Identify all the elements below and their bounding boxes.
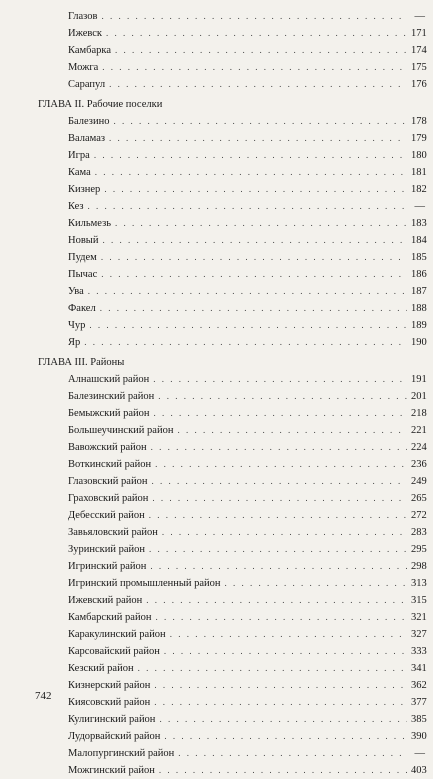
toc-entry-page: 265 (411, 493, 427, 504)
dot-leader (158, 388, 407, 405)
toc-entry-title: Балезино (68, 116, 110, 127)
chapter-heading-text: ГЛАВА III. Районы (38, 357, 125, 368)
toc-entry (0, 215, 425, 232)
toc-entry (0, 249, 425, 266)
dot-leader (94, 147, 407, 164)
page-number: 742 (35, 690, 52, 702)
toc-entry-page: 236 (411, 459, 427, 470)
toc-entry (0, 524, 425, 541)
dot-leader (162, 524, 407, 541)
toc-entry-page: 182 (411, 184, 427, 195)
toc-entry-title: Алнашский район (68, 374, 150, 385)
toc-entry (0, 283, 425, 300)
toc-entry-page: 272 (411, 510, 427, 521)
toc-entry-page: 249 (411, 476, 427, 487)
toc-entry-title: Пычас (68, 269, 98, 280)
toc-entry-page: 171 (411, 28, 427, 39)
toc-entry (0, 677, 425, 694)
toc-entry-title: Пудем (68, 252, 97, 263)
dot-leader (164, 728, 407, 745)
toc-entry-page: 201 (411, 391, 427, 402)
dot-leader (115, 42, 407, 59)
toc-entry-page: 295 (411, 544, 427, 555)
toc-entry-title: Игра (68, 150, 90, 161)
toc-entry-title: Бемыжский район (68, 408, 150, 419)
dot-leader (95, 164, 407, 181)
dot-leader (138, 660, 407, 677)
toc-entry-page: 321 (411, 612, 427, 623)
toc-entry (0, 541, 425, 558)
toc-entry (0, 405, 425, 422)
toc-entry (0, 59, 425, 76)
dot-leader (178, 745, 407, 762)
toc-entry-page: 341 (411, 663, 427, 674)
toc-entry-page: 189 (411, 320, 427, 331)
toc-entry-page: 362 (411, 680, 427, 691)
toc-entry (0, 334, 425, 351)
toc-entry-page: — (414, 11, 425, 22)
toc-entry (0, 317, 425, 334)
dot-leader (177, 422, 407, 439)
toc-entry (0, 266, 425, 283)
toc-entry (0, 575, 425, 592)
dot-leader (102, 59, 407, 76)
toc-entry-title: Сарапул (68, 79, 106, 90)
chapter-heading (0, 96, 433, 113)
dot-leader (151, 473, 407, 490)
toc-entry-title: Ува (68, 286, 84, 297)
toc-entry (0, 456, 425, 473)
toc-entry-page: 333 (411, 646, 427, 657)
toc-entry-title: Игринский промышленный район (68, 578, 221, 589)
toc-entry-title: Можгинский район (68, 765, 155, 776)
toc-entry-title: Кизнерский район (68, 680, 151, 691)
toc-entry (0, 473, 425, 490)
toc-entry (0, 507, 425, 524)
dot-leader (155, 609, 407, 626)
table-of-contents (0, 8, 433, 779)
toc-entry-title: Граховский район (68, 493, 149, 504)
toc-entry (0, 113, 425, 130)
toc-entry (0, 762, 425, 779)
toc-entry-page: 283 (411, 527, 427, 538)
dot-leader (164, 643, 407, 660)
toc-entry-page: — (414, 748, 425, 759)
dot-leader (115, 215, 407, 232)
dot-leader (150, 558, 407, 575)
dot-leader (154, 694, 407, 711)
toc-entry-page: 174 (411, 45, 427, 56)
toc-entry-title: Можга (68, 62, 99, 73)
toc-entry (0, 130, 425, 147)
toc-entry-page: 390 (411, 731, 427, 742)
toc-entry-page: 176 (411, 79, 427, 90)
toc-entry-title: Малопургинский район (68, 748, 175, 759)
toc-entry-page: 224 (411, 442, 427, 453)
dot-leader (104, 181, 407, 198)
toc-entry (0, 388, 425, 405)
toc-entry (0, 558, 425, 575)
toc-entry-page: 186 (411, 269, 427, 280)
toc-entry-page: 190 (411, 337, 427, 348)
toc-entry-page: 403 (411, 765, 427, 776)
toc-entry-title: Чур (68, 320, 86, 331)
dot-leader (159, 762, 407, 779)
toc-entry-title: Балезинский район (68, 391, 155, 402)
dot-leader (109, 76, 407, 93)
dot-leader (89, 317, 407, 334)
toc-entry-title: Яр (68, 337, 81, 348)
toc-entry-title: Кильмезь (68, 218, 112, 229)
toc-entry (0, 439, 425, 456)
toc-entry-title: Кулигинский район (68, 714, 156, 725)
dot-leader (225, 575, 407, 592)
toc-entry (0, 660, 425, 677)
toc-entry-page: 313 (411, 578, 427, 589)
toc-entry (0, 694, 425, 711)
toc-entry-page: 178 (411, 116, 427, 127)
dot-leader (153, 405, 407, 422)
toc-entry (0, 643, 425, 660)
toc-entry-title: Игринский район (68, 561, 147, 572)
toc-entry-title: Каракулинский район (68, 629, 166, 640)
toc-entry (0, 8, 425, 25)
toc-entry-page: 218 (411, 408, 427, 419)
toc-entry (0, 422, 425, 439)
toc-entry-title: Глазов (68, 11, 98, 22)
dot-leader (88, 198, 407, 215)
toc-entry-title: Камбарка (68, 45, 112, 56)
toc-entry-page: 298 (411, 561, 427, 572)
toc-entry-page: 183 (411, 218, 427, 229)
chapter-heading (0, 354, 433, 371)
toc-entry-title: Валамаз (68, 133, 106, 144)
dot-leader (146, 592, 407, 609)
dot-leader (102, 232, 407, 249)
dot-leader (101, 266, 407, 283)
toc-entry-page: 184 (411, 235, 427, 246)
toc-entry-title: Вавожский район (68, 442, 147, 453)
toc-entry-page: 377 (411, 697, 427, 708)
toc-entry-title: Киясовский район (68, 697, 151, 708)
toc-entry (0, 371, 425, 388)
dot-leader (100, 300, 407, 317)
dot-leader (113, 113, 407, 130)
toc-entry (0, 198, 425, 215)
toc-entry-page: 180 (411, 150, 427, 161)
toc-entry-page: 191 (411, 374, 427, 385)
dot-leader (109, 130, 407, 147)
toc-entry-title: Кез (68, 201, 84, 212)
toc-entry-title: Ижевск (68, 28, 103, 39)
toc-entry-page: 315 (411, 595, 427, 606)
toc-entry-page: 179 (411, 133, 427, 144)
toc-entry (0, 25, 425, 42)
toc-entry-title: Новый (68, 235, 99, 246)
dot-leader (84, 334, 407, 351)
toc-entry-page: 188 (411, 303, 427, 314)
toc-entry-title: Дебесский район (68, 510, 145, 521)
toc-entry-title: Воткинский район (68, 459, 152, 470)
toc-entry (0, 592, 425, 609)
toc-entry-title: Кама (68, 167, 91, 178)
dot-leader (155, 456, 407, 473)
toc-entry-page: 181 (411, 167, 427, 178)
toc-entry-title: Ижевский район (68, 595, 143, 606)
toc-entry (0, 181, 425, 198)
dot-leader (151, 439, 407, 456)
toc-entry-page: 175 (411, 62, 427, 73)
toc-entry (0, 42, 425, 59)
toc-entry-page: 185 (411, 252, 427, 263)
dot-leader (106, 25, 407, 42)
dot-leader (88, 283, 407, 300)
toc-entry-title: Камбарский район (68, 612, 152, 623)
toc-entry-title: Факел (68, 303, 96, 314)
dot-leader (153, 371, 407, 388)
toc-entry (0, 490, 425, 507)
dot-leader (101, 8, 407, 25)
toc-entry-title: Большеучинский район (68, 425, 174, 436)
toc-entry-title: Карсовайский район (68, 646, 160, 657)
toc-entry (0, 76, 425, 93)
toc-entry-page: 187 (411, 286, 427, 297)
toc-entry-title: Завьяловский район (68, 527, 158, 538)
toc-entry-page: 221 (411, 425, 427, 436)
toc-entry (0, 300, 425, 317)
toc-entry (0, 728, 425, 745)
dot-leader (149, 541, 407, 558)
dot-leader (152, 490, 407, 507)
toc-entry-title: Лудорвайский район (68, 731, 161, 742)
toc-entry-page: — (414, 201, 425, 212)
dot-leader (101, 249, 407, 266)
dot-leader (149, 507, 407, 524)
toc-entry-title: Глазовский район (68, 476, 148, 487)
chapter-heading-text: ГЛАВА II. Рабочие поселки (38, 99, 163, 110)
toc-entry (0, 626, 425, 643)
toc-entry (0, 147, 425, 164)
toc-entry (0, 232, 425, 249)
toc-entry (0, 164, 425, 181)
dot-leader (170, 626, 407, 643)
toc-entry (0, 609, 425, 626)
toc-entry-page: 385 (411, 714, 427, 725)
toc-entry-page: 327 (411, 629, 427, 640)
toc-entry (0, 745, 425, 762)
toc-entry-title: Зуринский район (68, 544, 146, 555)
toc-entry-title: Кизнер (68, 184, 101, 195)
toc-entry-title: Кезский район (68, 663, 134, 674)
dot-leader (154, 677, 407, 694)
